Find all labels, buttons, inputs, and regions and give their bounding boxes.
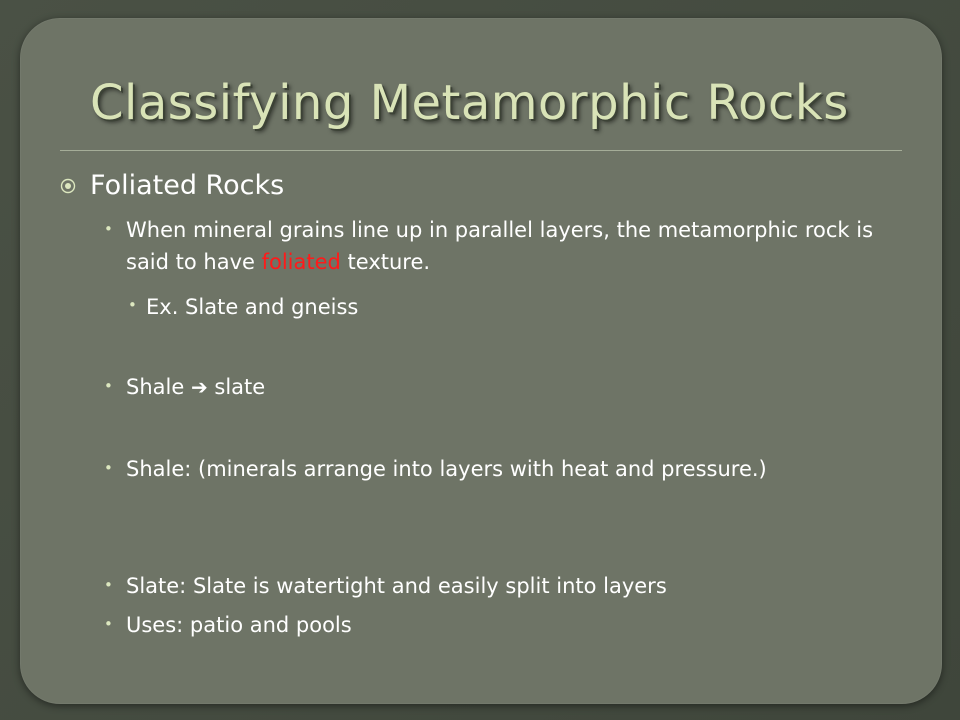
list-item: Ex. Slate and gneiss	[146, 295, 359, 319]
bullet-icon: •	[104, 615, 113, 633]
bullet-icon: •	[104, 576, 113, 594]
bullet-icon: •	[104, 220, 113, 238]
bullet-icon: •	[104, 459, 113, 477]
bullet-icon: •	[104, 377, 113, 395]
item-text: When mineral grains line up in parallel layers, the metamorphic rock is said to have	[126, 218, 874, 274]
highlight-term: foliated	[261, 250, 341, 274]
item-text: texture.	[340, 250, 431, 274]
list-item	[126, 214, 886, 278]
heading-foliated-rocks: Foliated Rocks	[90, 170, 285, 201]
bullet-icon: •	[128, 296, 137, 314]
list-item: Slate: Slate is watertight and easily split into layers	[126, 574, 667, 598]
item-text: Shale	[126, 375, 185, 399]
slide-title: Classifying Metamorphic Rocks	[90, 75, 849, 131]
circled-dot-icon	[60, 178, 76, 194]
item-text: slate	[214, 375, 266, 399]
arrow-right-icon: ➔	[190, 375, 208, 399]
list-item: Shale: (minerals arrange into layers with heat and pressure.)	[126, 457, 767, 481]
list-item	[126, 371, 886, 403]
list-item: Uses: patio and pools	[126, 613, 352, 637]
